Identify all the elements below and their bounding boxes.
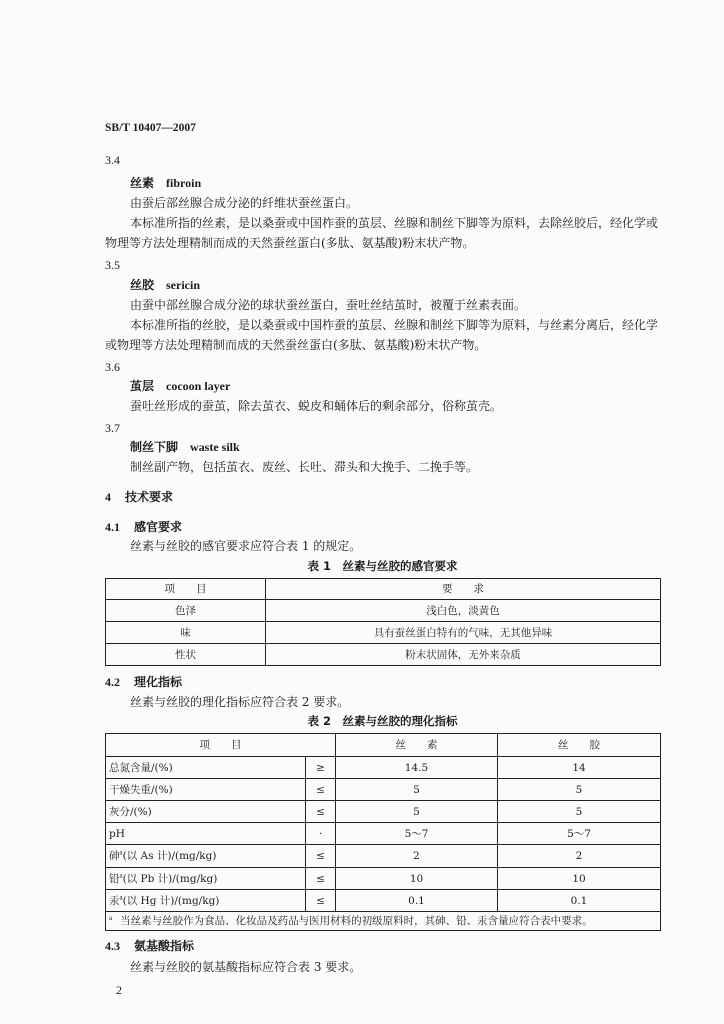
cell-symbol: ≤ [306, 868, 336, 890]
item-unit: (以 Pb 计)/(mg/kg) [122, 872, 218, 885]
cell-item [106, 868, 306, 890]
cell-item: pH [106, 823, 306, 845]
cell-item: 干燥失重/(%) [106, 779, 306, 801]
cell-symbol: ≤ [306, 890, 336, 912]
cell-sericin: 10 [498, 868, 661, 890]
clause-number-3-6: 3.6 [105, 360, 120, 374]
cell-symbol: ≤ [306, 779, 336, 801]
cell-symbol: ≥ [306, 757, 336, 779]
table-header-row [106, 579, 661, 600]
clause-number-3-4: 3.4 [105, 153, 120, 167]
section-heading-4-2 [105, 674, 182, 690]
term-heading-waste-silk [130, 439, 240, 455]
cell-fibroin: 14.5 [336, 757, 498, 779]
cell-sericin: 14 [498, 757, 661, 779]
table-row [106, 801, 661, 823]
cell-requirement: 浅白色，淡黄色 [266, 600, 661, 622]
item-unit: (以 Hg 计)/(mg/kg) [122, 894, 220, 907]
term-heading-sericin [130, 277, 200, 293]
term-heading-fibroin [130, 175, 201, 191]
cell-item: 色泽 [106, 600, 266, 622]
cell-item [106, 890, 306, 912]
footnote-mark: a [109, 913, 113, 922]
table-row [106, 779, 661, 801]
table-row [106, 644, 661, 666]
cell-fibroin: 0.1 [336, 890, 498, 912]
term-chinese: 丝素 [130, 176, 155, 190]
cell-fibroin: 2 [336, 845, 498, 868]
section-number: 4.2 [105, 675, 120, 689]
table-row [106, 622, 661, 644]
section-number: 4.1 [105, 520, 120, 534]
section-title: 技术要求 [125, 490, 174, 504]
cell-item [106, 845, 306, 868]
cell-item: 总氮含量/(%) [106, 757, 306, 779]
cell-symbol: · [306, 823, 336, 845]
header-sericin: 丝 胶 [498, 734, 661, 757]
cell-symbol: ≤ [306, 845, 336, 868]
item-unit: (以 As 计)/(mg/kg) [122, 850, 217, 862]
table-row [106, 845, 661, 868]
footnote-ref: a [119, 893, 123, 901]
cell-sericin: 5 [498, 779, 661, 801]
table-2-caption: 表 2 丝素与丝胶的理化指标 [307, 714, 458, 728]
item-name: 铅 [109, 872, 120, 885]
table-header-row [106, 734, 661, 757]
item-name: 汞 [109, 894, 120, 907]
table-row [106, 890, 661, 912]
cell-requirement: 粉末状固体，无外来杂质 [266, 644, 661, 666]
cell-item: 性状 [106, 644, 266, 666]
term-chinese: 茧层 [130, 379, 155, 393]
definition-text: 由蚕后部丝腺合成分泌的纤维状蚕丝蛋白。 [130, 196, 359, 210]
section-heading-4-3 [105, 938, 194, 954]
term-heading-cocoon-layer [130, 378, 230, 394]
section-number: 4.3 [105, 939, 120, 953]
definition-text: 制丝副产物，包括茧衣、废丝、长吐、滞头和大挽手、二挽手等。 [130, 460, 479, 474]
table-1-caption: 表 1 丝素与丝胶的感官要求 [307, 559, 458, 573]
clause-number-3-7: 3.7 [105, 421, 120, 435]
paragraph-text: 丝素与丝胶的氨基酸指标应符合表 3 要求。 [130, 960, 362, 974]
header-fibroin: 丝 素 [336, 734, 498, 757]
section-title: 氨基酸指标 [134, 939, 195, 953]
section-heading-4-1 [105, 519, 182, 535]
footnote-ref: a [119, 871, 123, 879]
table-footnote [106, 912, 661, 931]
definition-text: 由蚕中部丝腺合成分泌的球状蚕丝蛋白，蚕吐丝结茧时，被覆于丝素表面。 [130, 298, 527, 312]
table-row [106, 823, 661, 845]
term-chinese: 制丝下脚 [130, 440, 179, 454]
header-item: 项 目 [106, 579, 266, 600]
section-heading-4 [105, 489, 173, 505]
table-2 [105, 733, 661, 931]
term-english: fibroin [166, 176, 202, 190]
item-name: 砷 [109, 850, 120, 862]
standard-code: SB/T 10407—2007 [105, 122, 196, 134]
term-english: sericin [166, 278, 201, 292]
section-title: 感官要求 [134, 520, 183, 534]
footnote-text: 当丝素与丝胶作为食品、化妆品及药品与医用材料的初级原料时，其砷、铅、汞含量应符合表中要求。 [120, 915, 593, 927]
header-requirement: 要 求 [266, 579, 661, 600]
clause-number-3-5: 3.5 [105, 258, 120, 272]
term-english: cocoon layer [166, 379, 231, 393]
cell-sericin: 5 [498, 801, 661, 823]
paragraph-text: 丝素与丝胶的感官要求应符合表 1 的规定。 [130, 539, 362, 553]
cell-requirement: 具有蚕丝蛋白特有的气味，无其他异味 [266, 622, 661, 644]
footnote-ref: a [119, 848, 123, 857]
note-text-line: 本标准所指的丝胶，是以桑蚕或中国柞蚕的茧层、丝腺和制丝下脚等为原料，与丝素分离后，经化学 [130, 318, 659, 332]
cell-sericin: 2 [498, 845, 661, 868]
table-footnote-row [106, 912, 661, 931]
cell-fibroin: 5 [336, 801, 498, 823]
note-text-line: 物理等方法处理精制而成的天然蚕丝蛋白(多肽、氨基酸)粉末状产物。 [105, 236, 475, 250]
cell-fibroin: 10 [336, 868, 498, 890]
cell-item: 味 [106, 622, 266, 644]
section-title: 理化指标 [134, 675, 183, 689]
definition-text: 蚕吐丝形成的蚕茧，除去茧衣、蜕皮和蛹体后的剩余部分，俗称茧壳。 [130, 399, 503, 413]
cell-item: 灰分/(%) [106, 801, 306, 823]
table-1 [105, 578, 661, 666]
note-text-line: 或物理等方法处理精制而成的天然蚕丝蛋白(多肽、氨基酸)粉末状产物。 [105, 338, 487, 352]
table-row [106, 600, 661, 622]
table-row [106, 757, 661, 779]
cell-fibroin: 5～7 [336, 823, 498, 845]
term-chinese: 丝胶 [130, 278, 155, 292]
page-number: 2 [116, 983, 122, 997]
header-item: 项 目 [106, 734, 336, 757]
section-number: 4 [105, 490, 111, 504]
paragraph-text: 丝素与丝胶的理化指标应符合表 2 要求。 [130, 695, 350, 709]
cell-fibroin: 5 [336, 779, 498, 801]
note-text-line: 本标准所指的丝素，是以桑蚕或中国柞蚕的茧层、丝腺和制丝下脚等为原料，去除丝胶后，经化学或 [130, 216, 659, 230]
cell-sericin: 0.1 [498, 890, 661, 912]
cell-sericin: 5～7 [498, 823, 661, 845]
term-english: waste silk [190, 440, 240, 454]
table-row [106, 868, 661, 890]
cell-symbol: ≤ [306, 801, 336, 823]
